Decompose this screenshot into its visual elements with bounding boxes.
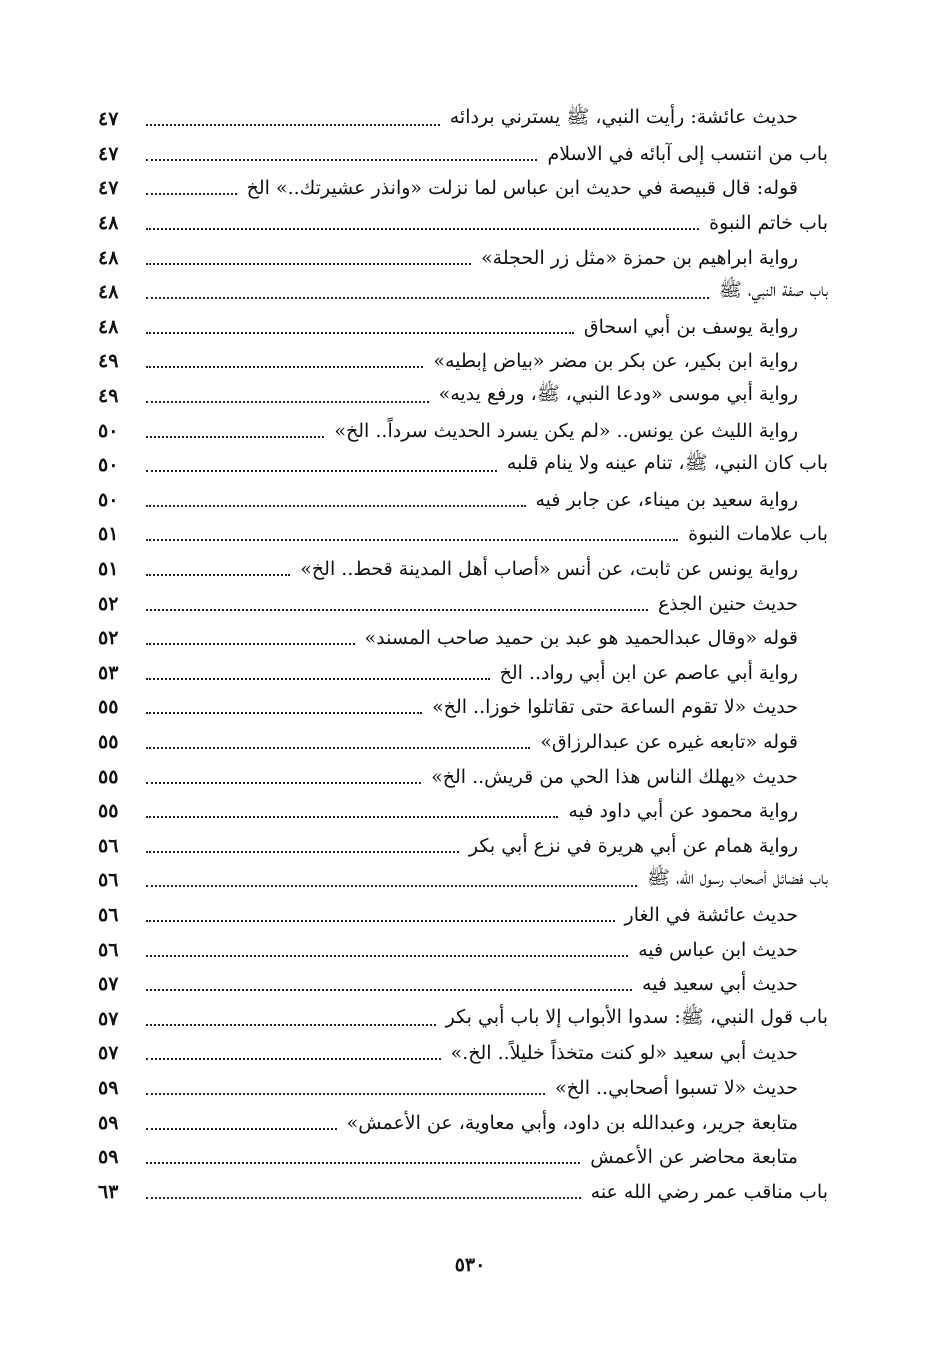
toc-sub-entry xyxy=(98,932,828,967)
toc-entry-title: رواية يوسف بن أبي اسحاق xyxy=(583,315,798,338)
dot-leader xyxy=(146,987,632,991)
toc-entry-page: ٥١ xyxy=(98,523,119,546)
toc-sub-entry xyxy=(98,310,828,345)
toc-entry-page: ٥٥ xyxy=(98,730,119,753)
toc-entry-title: رواية ابراهيم بن حمزة «مثل زر الحجلة» xyxy=(481,246,798,269)
toc-entry-title: حديث «يهلك الناس هذا الحي من قريش.. الخ» xyxy=(431,765,798,788)
dot-leader xyxy=(146,537,678,541)
dot-leader xyxy=(146,780,421,784)
toc-entry-page: ٥٧ xyxy=(98,1042,119,1065)
toc-sub-entry xyxy=(98,171,828,206)
toc-sub-entry xyxy=(98,1140,828,1175)
toc-entry-title: رواية يونس عن ثابت، عن أنس «أصاب أهل المدينة قحط.. الخ» xyxy=(300,558,798,581)
toc-entry-page: ٤٨ xyxy=(98,315,119,338)
toc-entry-title: رواية أبي عاصم عن ابن أبي رواد.. الخ xyxy=(499,661,798,684)
toc-entry-title: باب من انتسب إلى آبائه في الاسلام xyxy=(547,142,828,165)
toc-entry-page: ٥٥ xyxy=(98,765,119,788)
toc-chapter-entry xyxy=(98,137,828,172)
toc-chapter-entry xyxy=(98,448,828,483)
toc-entry-title: حديث أبي سعيد «لو كنت متخذاً خليلاً.. الخ.» xyxy=(450,1042,798,1065)
toc-sub-entry xyxy=(98,967,828,1002)
toc-entry-title: قوله: قال قبيصة في حديث ابن عباس لما نزلت «وانذر عشيرتك..» الخ xyxy=(246,177,798,200)
toc-sub-entry xyxy=(98,1071,828,1106)
toc-sub-entry xyxy=(98,413,828,448)
toc-entry-title: حديث «لا تسبوا أصحابي.. الخ» xyxy=(555,1076,798,1099)
toc-entry-page: ٥٩ xyxy=(98,1146,119,1169)
toc-entry-page: ٥٥ xyxy=(98,696,119,719)
toc-entry-title: رواية محمود عن أبي داود فيه xyxy=(568,800,798,823)
dot-leader xyxy=(146,434,324,438)
toc-chapter-entry xyxy=(98,863,828,898)
toc-entry-title: رواية همام عن أبي هريرة في نزع أبي بكر xyxy=(468,834,798,857)
toc-sub-entry xyxy=(98,102,828,137)
toc-entry-page: ٥١ xyxy=(98,558,119,581)
toc-entry-page: ٥٧ xyxy=(98,973,119,996)
dot-leader xyxy=(146,261,471,265)
toc-entry-page: ٥٦ xyxy=(98,834,119,857)
toc-entry-title: باب علامات النبوة xyxy=(688,523,828,546)
toc-chapter-entry xyxy=(98,206,828,241)
dot-leader xyxy=(146,676,490,680)
dot-leader xyxy=(146,918,615,922)
toc-entry-page: ٥٠ xyxy=(98,419,119,442)
toc-chapter-entry xyxy=(98,517,828,552)
toc-entry-page: ٥٦ xyxy=(98,903,119,926)
toc-entry-page: ٤٩ xyxy=(98,385,119,408)
toc-entry-title: رواية سعيد بن ميناء، عن جابر فيه xyxy=(535,488,798,511)
toc-entry-title: باب مناقب عمر رضي الله عنه xyxy=(590,1180,828,1203)
dot-leader xyxy=(146,191,237,195)
dot-leader xyxy=(146,814,558,818)
toc-entry-title: باب خاتم النبوة xyxy=(709,212,828,235)
toc-sub-entry xyxy=(98,898,828,933)
dot-leader xyxy=(146,849,459,853)
table-of-contents xyxy=(98,102,828,1209)
toc-sub-entry xyxy=(98,344,828,379)
dot-leader xyxy=(146,330,574,334)
page-number: ٥٣٠ xyxy=(454,1254,486,1276)
toc-sub-entry xyxy=(98,1105,828,1140)
toc-entry-title: باب صفة النبي، ﷺ xyxy=(718,279,828,302)
toc-entry-page: ٤٧ xyxy=(98,177,119,200)
dot-leader xyxy=(146,1056,441,1060)
toc-entry-page: ٥٠ xyxy=(98,488,119,511)
dot-leader xyxy=(146,641,355,645)
toc-entry-title: رواية أبي موسى «ودعا النبي، ﷺ، ورفع يديه» xyxy=(438,383,798,406)
toc-entry-page: ٤٨ xyxy=(98,246,119,269)
dot-leader xyxy=(146,157,537,161)
toc-entry-title: رواية الليث عن يونس.. «لم يكن يسرد الحديث سرداً.. الخ» xyxy=(334,419,798,442)
dot-leader xyxy=(146,572,290,576)
dot-leader xyxy=(146,399,429,403)
toc-entry-page: ٥٥ xyxy=(98,800,119,823)
toc-entry-page: ٥٢ xyxy=(98,627,119,650)
toc-entry-page: ٥٦ xyxy=(98,938,119,961)
toc-sub-entry xyxy=(98,828,828,863)
toc-chapter-entry xyxy=(98,275,828,310)
toc-entry-title: حديث حنين الجذع xyxy=(657,592,798,615)
toc-sub-entry xyxy=(98,483,828,518)
toc-entry-page: ٤٧ xyxy=(98,108,119,131)
toc-entry-title: باب قول النبي، ﷺ: سدوا الأبواب إلا باب أبي بكر xyxy=(445,1005,828,1028)
toc-entry-title: باب فضائل أصحاب رسول الله، ﷺ xyxy=(647,867,828,890)
toc-sub-entry xyxy=(98,586,828,621)
toc-entry-page: ٥٩ xyxy=(98,1076,119,1099)
toc-entry-page: ٤٨ xyxy=(98,212,119,235)
toc-entry-page: ٦٣ xyxy=(98,1180,119,1203)
toc-sub-entry xyxy=(98,240,828,275)
toc-entry-page: ٥٠ xyxy=(98,454,119,477)
toc-sub-entry xyxy=(98,621,828,656)
dot-leader xyxy=(146,503,526,507)
dot-leader xyxy=(146,364,423,368)
dot-leader xyxy=(146,122,440,126)
toc-entry-title: حديث أبي سعيد فيه xyxy=(642,973,798,996)
toc-sub-entry xyxy=(98,656,828,691)
dot-leader xyxy=(146,953,628,957)
toc-entry-title: حديث «لا تقوم الساعة حتى تقاتلوا خوزا.. الخ» xyxy=(432,696,798,719)
dot-leader xyxy=(146,1126,337,1130)
toc-sub-entry xyxy=(98,1036,828,1071)
dot-leader xyxy=(146,1160,580,1164)
dot-leader xyxy=(146,468,497,472)
toc-sub-entry xyxy=(98,552,828,587)
dot-leader xyxy=(146,1195,581,1199)
dot-leader xyxy=(146,607,648,611)
toc-entry-page: ٥٧ xyxy=(98,1007,119,1030)
toc-sub-entry xyxy=(98,690,828,725)
toc-entry-title: قوله «تابعه غيره عن عبدالرزاق» xyxy=(540,730,798,753)
toc-chapter-entry xyxy=(98,1174,828,1209)
toc-entry-page: ٤٧ xyxy=(98,142,119,165)
toc-sub-entry xyxy=(98,759,828,794)
toc-entry-title: متابعة جرير، وعبدالله بن داود، وأبي معاوية، عن الأعمش» xyxy=(346,1111,798,1134)
toc-entry-title: قوله «وقال عبدالحميد هو عبد بن حميد صاحب المسند» xyxy=(364,627,798,650)
toc-entry-title: حديث ابن عباس فيه xyxy=(638,938,798,961)
toc-entry-page: ٥٩ xyxy=(98,1111,119,1134)
toc-entry-page: ٤٨ xyxy=(98,281,119,304)
toc-sub-entry xyxy=(98,725,828,760)
toc-entry-title: باب كان النبي، ﷺ، تنام عينه ولا ينام قلبه xyxy=(506,452,828,475)
dot-leader xyxy=(146,226,699,230)
dot-leader xyxy=(146,883,637,887)
dot-leader xyxy=(146,745,530,749)
toc-entry-title: رواية ابن بكير، عن بكر بن مضر «بياض إبطيه» xyxy=(433,350,798,373)
toc-sub-entry xyxy=(98,379,828,414)
toc-entry-page: ٥٦ xyxy=(98,869,119,892)
toc-sub-entry xyxy=(98,794,828,829)
dot-leader xyxy=(146,1022,436,1026)
toc-entry-page: ٥٣ xyxy=(98,661,119,684)
toc-entry-title: متابعة محاضر عن الأعمش xyxy=(590,1146,798,1169)
toc-entry-title: حديث عائشة: رأيت النبي، ﷺ يسترني بردائه xyxy=(449,106,798,129)
toc-chapter-entry xyxy=(98,1001,828,1036)
toc-entry-title: حديث عائشة في الغار xyxy=(624,903,798,926)
dot-leader xyxy=(146,295,709,299)
toc-entry-page: ٥٢ xyxy=(98,592,119,615)
dot-leader xyxy=(146,1091,545,1095)
toc-entry-page: ٤٩ xyxy=(98,350,119,373)
dot-leader xyxy=(146,710,422,714)
